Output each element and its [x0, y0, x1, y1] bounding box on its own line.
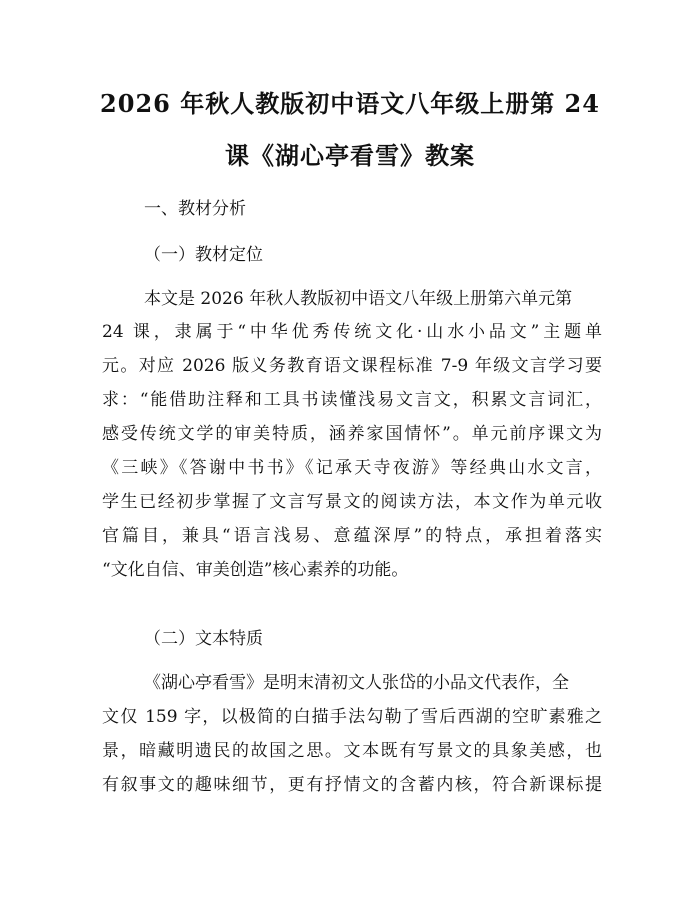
- paragraph-line: 官篇目，兼具“语言浅易、意蕴深厚”的特点，承担着落实: [102, 526, 602, 546]
- paragraph-line: 24 课，隶属于“中华优秀传统文化·山水小品文”主题单: [102, 322, 602, 342]
- paragraph-line: 本文是 2026 年秋人教版初中语文八年级上册第六单元第: [144, 289, 573, 309]
- paragraph-line: 感受传统文学的审美特质，涵养家国情怀”。单元前序课文为: [102, 424, 602, 444]
- paragraph-line: 元。对应 2026 版义务教育语文课程标准 7-9 年级文言学习要: [102, 356, 602, 376]
- section-heading-textbook-analysis: 一、教材分析: [144, 199, 246, 219]
- paragraph-line: 《湖心亭看雪》是明末清初文人张岱的小品文代表作，全: [144, 673, 569, 693]
- subsection-heading-text-features: （二）文本特质: [144, 629, 263, 649]
- paragraph-line: 《三峡》《答谢中书书》《记承天寺夜游》等经典山水文言，: [102, 458, 602, 478]
- paragraph-line: “文化自信、审美创造”核心素养的功能。: [102, 560, 409, 580]
- document-title-line-1: 2026 年秋人教版初中语文八年级上册第 24: [100, 89, 600, 118]
- subsection-heading-positioning: （一）教材定位: [144, 245, 263, 265]
- paragraph-line: 文仅 159 字，以极简的白描手法勾勒了雪后西湖的空旷素雅之: [102, 707, 602, 727]
- paragraph-line: 求：“能借助注释和工具书读懂浅易文言文，积累文言词汇，: [102, 390, 602, 410]
- paragraph-line: 有叙事文的趣味细节，更有抒情文的含蓄内核，符合新课标提: [102, 775, 602, 795]
- paragraph-line: 景，暗藏明遗民的故国之思。文本既有写景文的具象美感，也: [102, 741, 602, 761]
- paragraph-line: 学生已经初步掌握了文言写景文的阅读方法，本文作为单元收: [102, 492, 602, 512]
- document-title-line-2: 课《湖心亭看雪》教案: [225, 141, 475, 170]
